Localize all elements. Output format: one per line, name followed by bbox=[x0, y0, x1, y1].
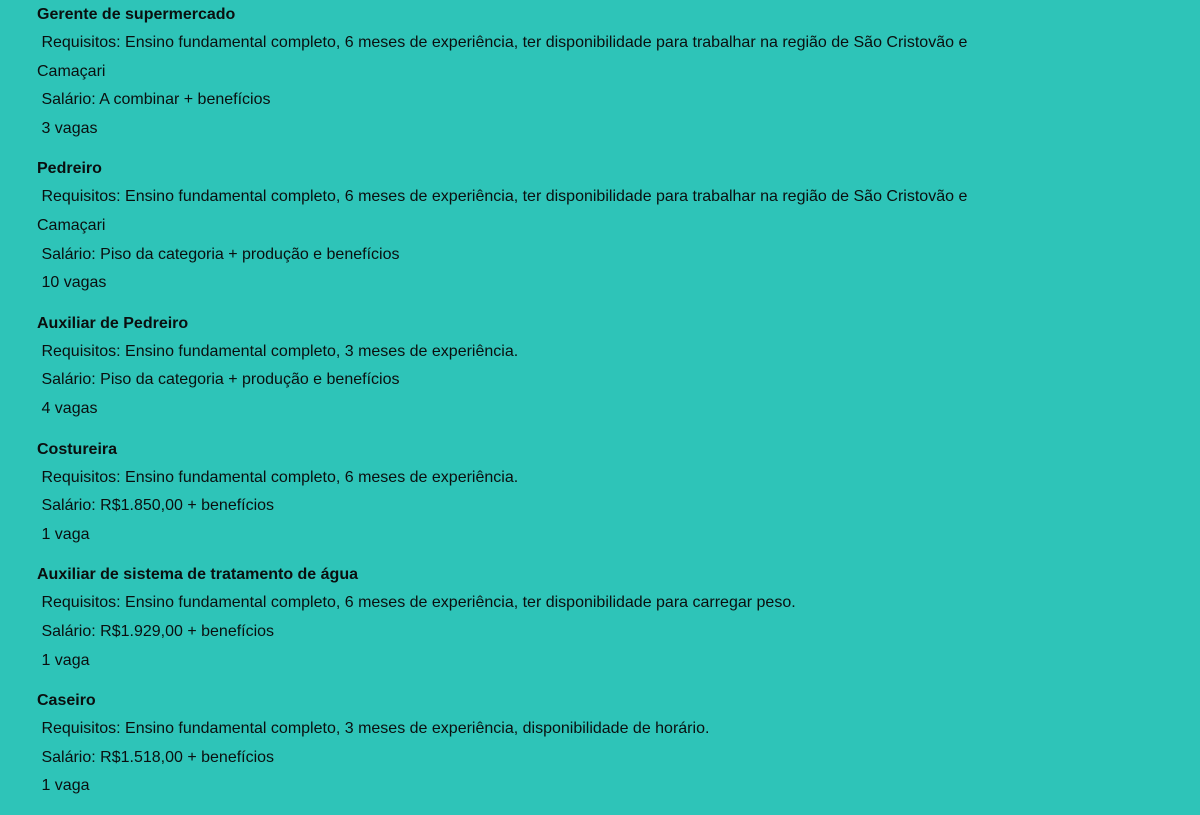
job-openings: 3 vagas bbox=[37, 119, 98, 137]
job-requirements: Requisitos: Ensino fundamental completo, 6 meses de experiência, ter disponibilidade para trabalhar na região de São Cristovão e bbox=[37, 188, 968, 206]
job-salary: Salário: Piso da categoria + produção e benefícios bbox=[37, 245, 400, 263]
job-salary: Salário: Piso da categoria + produção e benefícios bbox=[37, 371, 400, 389]
job-requirements-continued: Camaçari bbox=[37, 62, 106, 80]
job-title: Auxiliar de Pedreiro bbox=[37, 314, 189, 332]
job-salary: Salário: R$1.518,00 + benefícios bbox=[37, 748, 275, 766]
job-listing-auxiliar-tratamento-agua bbox=[37, 563, 1037, 675]
job-requirements: Requisitos: Ensino fundamental completo, 6 meses de experiência, ter disponibilidade para trabalhar na região de São Cristovão e bbox=[37, 34, 968, 51]
job-salary: Salário: A combinar + benefícios bbox=[37, 91, 271, 109]
job-listing-costureira bbox=[37, 438, 1037, 550]
job-title: Caseiro bbox=[37, 692, 96, 710]
job-openings: 4 vagas bbox=[37, 399, 98, 417]
job-title: Auxiliar de sistema de tratamento de água bbox=[37, 566, 358, 584]
job-title: Pedreiro bbox=[37, 160, 102, 178]
job-salary: Salário: R$1.850,00 + benefícios bbox=[37, 497, 275, 515]
job-title: Costureira bbox=[37, 440, 118, 458]
job-listing-pedreiro bbox=[37, 157, 1037, 297]
job-openings: 1 vaga bbox=[37, 525, 90, 543]
job-listings bbox=[37, 3, 1037, 815]
job-title: Gerente de supermercado bbox=[37, 6, 236, 23]
job-openings: 1 vaga bbox=[37, 651, 90, 669]
job-requirements: Requisitos: Ensino fundamental completo, 6 meses de experiência. bbox=[37, 468, 519, 486]
job-requirements: Requisitos: Ensino fundamental completo, 6 meses de experiência, ter disponibilidade para carregar peso. bbox=[37, 594, 796, 612]
job-salary: Salário: R$1.929,00 + benefícios bbox=[37, 622, 275, 640]
job-openings: 1 vaga bbox=[37, 777, 90, 795]
job-listing-auxiliar-de-pedreiro bbox=[37, 312, 1037, 424]
job-requirements: Requisitos: Ensino fundamental completo, 3 meses de experiência. bbox=[37, 342, 519, 360]
job-listing-gerente-de-supermercado bbox=[37, 3, 1037, 143]
job-listing-caseiro bbox=[37, 689, 1037, 801]
job-openings: 10 vagas bbox=[37, 274, 107, 292]
job-requirements-continued: Camaçari bbox=[37, 216, 106, 234]
job-requirements: Requisitos: Ensino fundamental completo, 3 meses de experiência, disponibilidade de horário. bbox=[37, 720, 710, 738]
